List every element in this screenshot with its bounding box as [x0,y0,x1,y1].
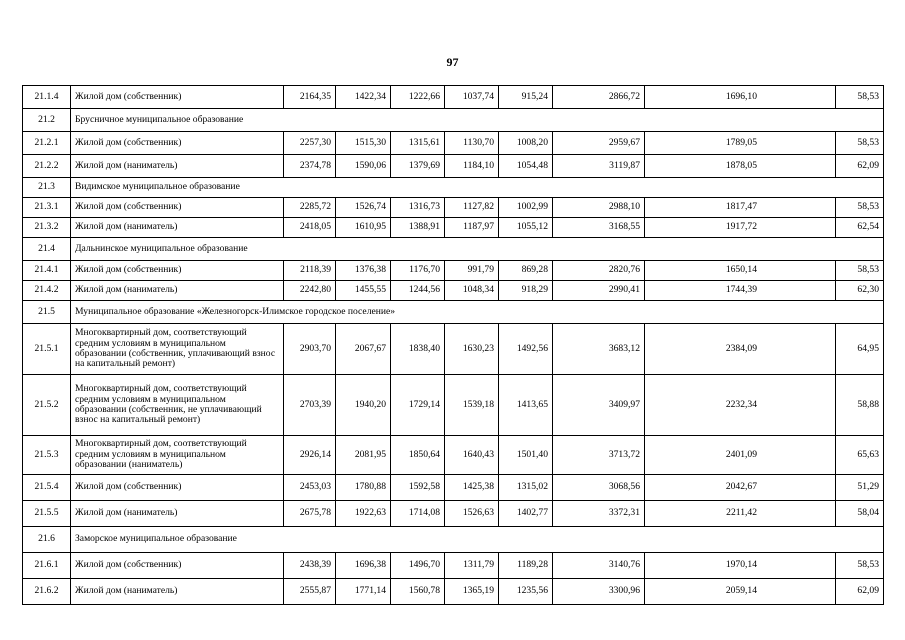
section-row [23,109,884,132]
table-row [23,579,884,605]
value-cell-5: 1501,40 [499,436,553,475]
row-code: 21.4 [23,238,71,261]
section-row [23,238,884,261]
value-cell-5: 1402,77 [499,501,553,527]
value-cell-3: 1838,40 [391,324,445,375]
table-row [23,553,884,579]
value-cell-8: 58,04 [836,501,884,527]
value-cell-4: 991,79 [445,261,499,281]
value-cell-1: 2257,30 [284,132,336,155]
value-cell-8: 62,09 [836,579,884,605]
value-cell-4: 1630,23 [445,324,499,375]
value-cell-1: 2285,72 [284,198,336,218]
value-cell-5: 1008,20 [499,132,553,155]
table-row [23,501,884,527]
value-cell-2: 1590,06 [336,155,391,178]
value-cell-3: 1592,58 [391,475,445,501]
value-cell-1: 2418,05 [284,218,336,238]
row-code: 21.5 [23,301,71,324]
value-cell-4: 1184,10 [445,155,499,178]
value-cell-8: 62,09 [836,155,884,178]
value-cell-1: 2453,03 [284,475,336,501]
value-cell-8: 62,30 [836,281,884,301]
value-cell-8: 58,53 [836,86,884,109]
value-cell-3: 1222,66 [391,86,445,109]
row-description: Жилой дом (собственник) [71,198,284,218]
value-cell-7: 2384,09 [645,324,836,375]
row-description: Многоквартирный дом, соответствующий средним условиям в муниципальном образовании (наниматель) [71,436,284,475]
section-row [23,527,884,553]
row-description: Жилой дом (наниматель) [71,218,284,238]
value-cell-1: 2164,35 [284,86,336,109]
value-cell-3: 1379,69 [391,155,445,178]
value-cell-2: 2081,95 [336,436,391,475]
row-code: 21.5.2 [23,375,71,436]
value-cell-2: 1610,95 [336,218,391,238]
value-cell-5: 869,28 [499,261,553,281]
value-cell-8: 58,53 [836,553,884,579]
value-cell-8: 51,29 [836,475,884,501]
value-cell-6: 3372,31 [553,501,645,527]
section-title: Видимское муниципальное образование [71,178,884,198]
value-cell-6: 3409,97 [553,375,645,436]
value-cell-1: 2118,39 [284,261,336,281]
value-cell-2: 1940,20 [336,375,391,436]
value-cell-1: 2438,39 [284,553,336,579]
value-cell-6: 3140,76 [553,553,645,579]
value-cell-4: 1365,19 [445,579,499,605]
value-cell-2: 1922,63 [336,501,391,527]
value-cell-7: 1970,14 [645,553,836,579]
value-cell-6: 3300,96 [553,579,645,605]
value-cell-7: 2059,14 [645,579,836,605]
row-description: Жилой дом (наниматель) [71,579,284,605]
value-cell-2: 1455,55 [336,281,391,301]
value-cell-5: 1492,56 [499,324,553,375]
value-cell-7: 1878,05 [645,155,836,178]
table-row [23,436,884,475]
value-cell-8: 58,88 [836,375,884,436]
row-code: 21.3.1 [23,198,71,218]
row-code: 21.6.1 [23,553,71,579]
value-cell-5: 915,24 [499,86,553,109]
row-code: 21.4.2 [23,281,71,301]
value-cell-3: 1244,56 [391,281,445,301]
section-row [23,301,884,324]
value-cell-5: 1413,65 [499,375,553,436]
value-cell-5: 1054,48 [499,155,553,178]
row-description: Жилой дом (наниматель) [71,501,284,527]
value-cell-4: 1048,34 [445,281,499,301]
value-cell-3: 1315,61 [391,132,445,155]
row-code: 21.2.1 [23,132,71,155]
table-row [23,218,884,238]
row-description: Жилой дом (собственник) [71,553,284,579]
value-cell-8: 58,53 [836,261,884,281]
value-cell-7: 1744,39 [645,281,836,301]
table-row [23,324,884,375]
value-cell-8: 64,95 [836,324,884,375]
value-cell-2: 1771,14 [336,579,391,605]
row-code: 21.6.2 [23,579,71,605]
row-description: Многоквартирный дом, соответствующий средним условиям в муниципальном образовании (собственник, не уплачивающий взнос на капитальный ремонт) [71,375,284,436]
table-row [23,132,884,155]
section-title: Заморское муниципальное образование [71,527,884,553]
value-cell-3: 1729,14 [391,375,445,436]
value-cell-6: 2820,76 [553,261,645,281]
value-cell-6: 3713,72 [553,436,645,475]
value-cell-2: 1526,74 [336,198,391,218]
value-cell-1: 2703,39 [284,375,336,436]
row-description: Жилой дом (собственник) [71,475,284,501]
value-cell-4: 1127,82 [445,198,499,218]
row-description: Жилой дом (собственник) [71,86,284,109]
row-description: Многоквартирный дом, соответствующий средним условиям в муниципальном образовании (собственник, уплачивающий взнос на капитальный ремонт) [71,324,284,375]
value-cell-8: 62,54 [836,218,884,238]
table-row [23,86,884,109]
value-cell-3: 1496,70 [391,553,445,579]
value-cell-1: 2675,78 [284,501,336,527]
value-cell-7: 1650,14 [645,261,836,281]
value-cell-6: 3119,87 [553,155,645,178]
value-cell-2: 1515,30 [336,132,391,155]
value-cell-2: 2067,67 [336,324,391,375]
value-cell-3: 1176,70 [391,261,445,281]
value-cell-4: 1640,43 [445,436,499,475]
value-cell-5: 1055,12 [499,218,553,238]
value-cell-7: 1696,10 [645,86,836,109]
table-row [23,281,884,301]
value-cell-4: 1425,38 [445,475,499,501]
value-cell-4: 1311,79 [445,553,499,579]
section-title: Муниципальное образование «Железногорск-Илимское городское поселение» [71,301,884,324]
section-title: Дальнинское муниципальное образование [71,238,884,261]
value-cell-4: 1130,70 [445,132,499,155]
row-code: 21.6 [23,527,71,553]
value-cell-1: 2374,78 [284,155,336,178]
value-cell-4: 1187,97 [445,218,499,238]
row-code: 21.5.1 [23,324,71,375]
row-description: Жилой дом (собственник) [71,132,284,155]
value-cell-3: 1560,78 [391,579,445,605]
value-cell-6: 3683,12 [553,324,645,375]
value-cell-6: 3068,56 [553,475,645,501]
tariff-table [22,85,884,605]
value-cell-6: 2990,41 [553,281,645,301]
value-cell-1: 2555,87 [284,579,336,605]
page-number: 97 [446,55,459,69]
value-cell-5: 1002,99 [499,198,553,218]
value-cell-5: 1235,56 [499,579,553,605]
value-cell-8: 58,53 [836,132,884,155]
value-cell-1: 2903,70 [284,324,336,375]
value-cell-3: 1388,91 [391,218,445,238]
value-cell-6: 2988,10 [553,198,645,218]
table-row [23,475,884,501]
row-code: 21.5.3 [23,436,71,475]
value-cell-6: 2959,67 [553,132,645,155]
value-cell-5: 918,29 [499,281,553,301]
row-code: 21.4.1 [23,261,71,281]
value-cell-7: 1917,72 [645,218,836,238]
value-cell-2: 1696,38 [336,553,391,579]
row-code: 21.2 [23,109,71,132]
section-row [23,178,884,198]
row-code: 21.2.2 [23,155,71,178]
value-cell-4: 1526,63 [445,501,499,527]
value-cell-3: 1850,64 [391,436,445,475]
value-cell-3: 1316,73 [391,198,445,218]
row-description: Жилой дом (собственник) [71,261,284,281]
value-cell-2: 1376,38 [336,261,391,281]
row-description: Жилой дом (наниматель) [71,155,284,178]
value-cell-4: 1539,18 [445,375,499,436]
value-cell-7: 2401,09 [645,436,836,475]
value-cell-1: 2926,14 [284,436,336,475]
value-cell-5: 1189,28 [499,553,553,579]
row-code: 21.1.4 [23,86,71,109]
row-code: 21.5.4 [23,475,71,501]
value-cell-4: 1037,74 [445,86,499,109]
row-code: 21.3 [23,178,71,198]
row-code: 21.5.5 [23,501,71,527]
table-row [23,155,884,178]
table-row [23,261,884,281]
value-cell-3: 1714,08 [391,501,445,527]
value-cell-7: 1789,05 [645,132,836,155]
section-title: Брусничное муниципальное образование [71,109,884,132]
table-row [23,375,884,436]
row-description: Жилой дом (наниматель) [71,281,284,301]
value-cell-1: 2242,80 [284,281,336,301]
table-row [23,198,884,218]
value-cell-8: 58,53 [836,198,884,218]
value-cell-7: 2042,67 [645,475,836,501]
value-cell-8: 65,63 [836,436,884,475]
value-cell-7: 2211,42 [645,501,836,527]
value-cell-2: 1422,34 [336,86,391,109]
value-cell-2: 1780,88 [336,475,391,501]
value-cell-6: 3168,55 [553,218,645,238]
value-cell-6: 2866,72 [553,86,645,109]
value-cell-5: 1315,02 [499,475,553,501]
value-cell-7: 1817,47 [645,198,836,218]
value-cell-7: 2232,34 [645,375,836,436]
row-code: 21.3.2 [23,218,71,238]
